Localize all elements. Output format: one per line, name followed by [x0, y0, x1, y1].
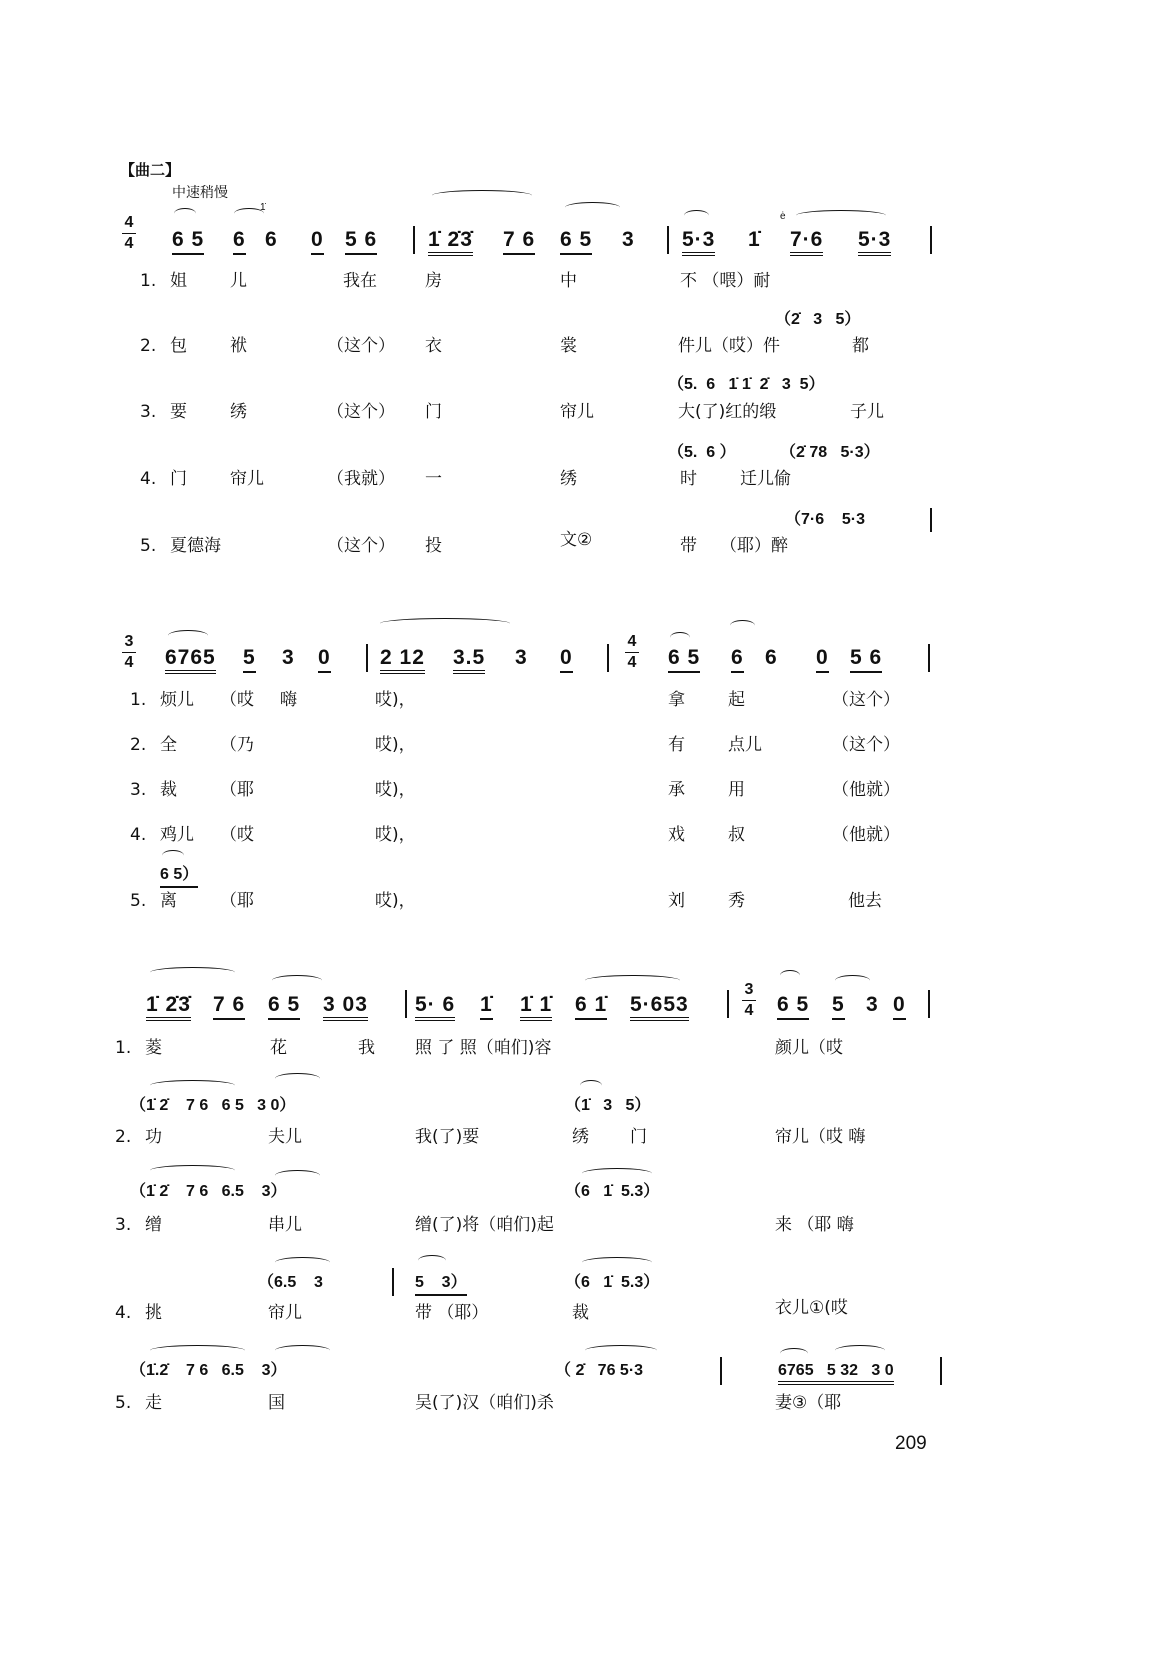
lyric: 投 [425, 536, 442, 556]
barline [667, 226, 669, 254]
instrumental-notes: （2̇ 3 5） [775, 311, 861, 328]
lyric: 房 [425, 271, 442, 291]
lyric: （耶）醉 [720, 536, 788, 556]
lyric: （这个） [832, 735, 900, 755]
barline [607, 644, 609, 672]
ts-den: 4 [124, 654, 134, 671]
lyric: （他就） [832, 825, 900, 845]
lyric: 国 [268, 1393, 285, 1413]
verse-number: 2. [140, 336, 157, 356]
note: 5·3 [682, 229, 715, 256]
lyric: （乃 [220, 735, 254, 755]
lyric: 绣 [572, 1127, 589, 1147]
note: 3 [622, 228, 635, 251]
lyric: 离 [160, 891, 177, 911]
tempo-marking: 中速稍慢 [172, 185, 228, 201]
verse-number: 4. [140, 469, 157, 489]
lyric: 烦儿 [160, 690, 194, 710]
note: 5 [243, 647, 256, 673]
note: 2 12 [380, 647, 425, 674]
lyric: 时 [680, 469, 697, 489]
lyric: 门 [425, 402, 442, 422]
slur [150, 1080, 235, 1091]
page-number: 209 [895, 1433, 927, 1454]
slur [580, 1080, 602, 1091]
lyric: 我 [358, 1038, 375, 1058]
instrumental-notes: （7·6 5·3 [785, 511, 866, 528]
note: 0 [311, 229, 324, 255]
lyric: 秀 [728, 891, 745, 911]
verse-number: 1. [140, 271, 157, 291]
lyric: （哎 [220, 690, 254, 710]
barline [930, 508, 932, 532]
slur [796, 210, 886, 221]
instrumental-notes: （6.5 3 [258, 1274, 323, 1291]
ts-line [742, 1000, 756, 1001]
lyric: 戏 [668, 825, 685, 845]
note: 0 [560, 647, 573, 673]
lyric: （这个） [327, 336, 395, 356]
lyric: 功 [145, 1127, 162, 1147]
lyric: 带 （耶） [415, 1303, 489, 1323]
slur [168, 630, 208, 641]
slur [835, 975, 870, 986]
lyric: 有 [668, 735, 685, 755]
lyric: 帘儿 [560, 402, 594, 422]
lyric: 用 [728, 780, 745, 800]
slur [272, 975, 322, 986]
note: 6 [731, 647, 744, 673]
instrumental-notes: （1̇.2̇ 7 6 6.5 3） [130, 1362, 287, 1379]
lyric: 花 [270, 1038, 287, 1058]
instrumental-notes: （6 1̇ 5.3） [565, 1274, 660, 1291]
barline [928, 644, 930, 672]
note: 6 [233, 229, 246, 255]
note: 6 5 [777, 994, 809, 1020]
note: 0 [893, 994, 906, 1020]
lyric: 包 [170, 336, 187, 356]
lyric: 起 [728, 690, 745, 710]
lyric: 哎)， [375, 780, 416, 800]
note: 5 [832, 994, 845, 1020]
slur [582, 1168, 652, 1179]
slur [582, 1257, 652, 1268]
instrumental-notes: （2̇ 78 5·3） [780, 444, 880, 461]
slur [150, 1345, 245, 1356]
slur [730, 620, 755, 631]
ts-num: 4 [627, 633, 637, 650]
lyric: 裁 [572, 1303, 589, 1323]
lyric: 来 （耶 嗨 [775, 1215, 854, 1235]
lyric: （这个） [832, 690, 900, 710]
instrumental-notes: （1̇ 2̇ 7 6 6 5 3 0） [130, 1097, 296, 1114]
lyric: 哎)， [375, 891, 416, 911]
lyric: 帘儿 [268, 1303, 302, 1323]
lyric: 要 [170, 402, 187, 422]
lyric: 菱 [145, 1038, 162, 1058]
note: 1̇ [748, 228, 761, 251]
lyric: 裁 [160, 780, 177, 800]
lyric: 点儿 [728, 735, 762, 755]
slur [275, 1345, 330, 1356]
note: 3.5 [453, 647, 485, 674]
verse-number: 3. [115, 1215, 132, 1235]
slur [780, 1348, 808, 1359]
lyric: （哎 [220, 825, 254, 845]
lyric: 走 [145, 1393, 162, 1413]
lyric: 迁儿偷 [740, 469, 791, 489]
ts-line [122, 233, 136, 234]
lyric: 不 （喂）耐 [680, 271, 771, 291]
barline [720, 1357, 722, 1385]
verse-number: 3. [130, 780, 147, 800]
lyric: 中 [560, 271, 577, 291]
slur [150, 1165, 235, 1176]
lyric: 一 [425, 469, 442, 489]
lyric: 刘 [668, 891, 685, 911]
lyric: 绣 [560, 469, 577, 489]
note: 3 [515, 646, 528, 669]
verse-number: 2. [130, 735, 147, 755]
lyric: 衣 [425, 336, 442, 356]
note: 3 [282, 646, 295, 669]
slur [174, 208, 196, 219]
barline [727, 990, 729, 1018]
note: 1̇ 2̇3̇ [146, 994, 191, 1021]
note: 7·6 [790, 229, 823, 256]
slur [780, 970, 800, 981]
lyric: 哎)， [375, 690, 416, 710]
note: 6 [265, 228, 278, 251]
lyric: 帘儿 [230, 469, 264, 489]
instrumental-notes: （1̇ 3 5） [565, 1097, 651, 1114]
slur [585, 1345, 657, 1356]
slur [418, 1255, 446, 1266]
verse-number: 3. [140, 402, 157, 422]
lyric: 我(了)要 [415, 1127, 480, 1147]
lyric: 带 [680, 536, 697, 556]
note: 6 5 [268, 994, 300, 1020]
lyric: 颜儿（哎 [775, 1038, 843, 1058]
lyric: 妻③（耶 [775, 1393, 842, 1413]
note: 5 6 [345, 229, 377, 255]
note: 7 6 [503, 229, 535, 255]
instrumental-notes: 6765 5 32 3 0 [778, 1363, 894, 1385]
lyric: （这个） [327, 536, 395, 556]
note: 6 5 [560, 229, 592, 255]
slur [150, 967, 235, 978]
slur [670, 632, 690, 643]
lyric: 缯(了)将（咱们)起 [415, 1215, 554, 1235]
barline [940, 1357, 942, 1385]
instrumental-notes: （5. 6 ） [668, 444, 736, 461]
lyric: 门 [170, 469, 187, 489]
verse-number: 5. [130, 891, 147, 911]
ts-num: 3 [124, 633, 134, 650]
lyric: 大(了)红的缎 [678, 402, 777, 422]
lyric: （他就） [832, 780, 900, 800]
note: 1̇ 1̇ [520, 994, 552, 1021]
note: 0 [816, 647, 829, 673]
slur [162, 850, 184, 861]
note: 6765 [165, 647, 216, 674]
verse-number: 5. [140, 536, 157, 556]
barline [930, 226, 932, 254]
lyric: 缯 [145, 1215, 162, 1235]
lyric: 件儿（哎）件 [678, 336, 780, 356]
instrumental-notes: （1̇ 2̇ 7 6 6.5 3） [130, 1183, 287, 1200]
lyric: 拿 [668, 690, 685, 710]
ts-line [625, 652, 639, 653]
verse-number: 5. [115, 1393, 132, 1413]
lyric: 哎)， [375, 735, 416, 755]
instrumental-notes: （ 2̇ 76 5·3 [555, 1362, 644, 1379]
time-signature [122, 634, 136, 671]
barline [366, 644, 368, 672]
ts-den: 4 [124, 235, 134, 252]
slur [432, 190, 532, 201]
lyric: 裳 [560, 336, 577, 356]
note: 5· 6 [415, 994, 455, 1021]
slur [684, 210, 709, 221]
ts-den: 4 [627, 654, 637, 671]
slur [585, 975, 680, 986]
slur [275, 1170, 320, 1181]
lyric: 子儿 [850, 402, 884, 422]
lyric: （这个） [327, 402, 395, 422]
instrumental-notes: 5 3） [415, 1275, 467, 1296]
lyric: 帘儿（哎 嗨 [775, 1127, 866, 1147]
verse-number: 2. [115, 1127, 132, 1147]
lyric: 夏德海 [170, 536, 221, 556]
barline [392, 1268, 394, 1296]
lyric: 都 [852, 336, 869, 356]
lyric: （耶 [220, 780, 254, 800]
note: 5·653 [630, 994, 689, 1021]
lyric: 吴(了)汉（咱们)杀 [415, 1393, 554, 1413]
ts-num: 4 [124, 214, 134, 231]
lyric: 门 [630, 1127, 647, 1147]
barline [413, 226, 415, 254]
lyric: 我在 [343, 271, 377, 291]
lyric: 姐 [170, 271, 187, 291]
note: 6 [765, 646, 778, 669]
lyric: 承 [668, 780, 685, 800]
verse-number: 1. [115, 1038, 132, 1058]
instrumental-notes: 6 5） [160, 867, 198, 888]
lyric: 绣 [230, 402, 247, 422]
verse-number: 4. [130, 825, 147, 845]
lyric: 叔 [728, 825, 745, 845]
note: 1̇ [480, 994, 493, 1020]
lyric: （耶 [220, 891, 254, 911]
note: 5 6 [850, 647, 882, 673]
note: 6 1̇ [575, 994, 607, 1020]
lyric: （我就） [327, 469, 395, 489]
note: 3 03 [323, 994, 368, 1021]
slur [380, 618, 510, 629]
note: 1̇ 2̇3̇ [428, 229, 473, 256]
slur [565, 202, 620, 213]
grace-note: ė [780, 211, 786, 222]
lyric: 挑 [145, 1303, 162, 1323]
note: 3 [866, 993, 879, 1016]
lyric: 夫儿 [268, 1127, 302, 1147]
instrumental-notes: （5. 6 1̇ 1̇ 2̇ 3 5） [668, 376, 825, 393]
verse-number: 4. [115, 1303, 132, 1323]
barline [928, 990, 930, 1018]
slur [275, 1073, 320, 1084]
slur [275, 1257, 330, 1268]
instrumental-notes: （6 1̇ 5.3） [565, 1183, 660, 1200]
ts-line [122, 652, 136, 653]
ts-num: 3 [744, 981, 754, 998]
lyric: 全 [160, 735, 177, 755]
time-signature [122, 215, 136, 252]
ts-den: 4 [744, 1002, 754, 1019]
grace-note: 1̇ [260, 202, 266, 213]
verse-number: 1. [130, 690, 147, 710]
lyric: 串儿 [268, 1215, 302, 1235]
barline [405, 990, 407, 1018]
lyric: 鸡儿 [160, 825, 194, 845]
note: 6 5 [172, 229, 204, 255]
note: 5·3 [858, 229, 891, 256]
lyric: 儿 [230, 271, 247, 291]
slur [835, 1345, 885, 1356]
note: 6 5 [668, 647, 700, 673]
lyric: 文② [560, 530, 593, 550]
note: 0 [318, 647, 331, 673]
lyric: 照 了 照（咱们)容 [415, 1038, 552, 1058]
time-signature [742, 982, 756, 1019]
lyric: 嗨 [280, 690, 297, 710]
lyric: 袱 [230, 336, 247, 356]
lyric: 他去 [848, 891, 882, 911]
piece-title: 【曲二】 [120, 161, 181, 179]
lyric: 哎)， [375, 825, 416, 845]
time-signature [625, 634, 639, 671]
lyric: 衣儿①(哎 [775, 1298, 848, 1318]
note: 7 6 [213, 994, 245, 1020]
